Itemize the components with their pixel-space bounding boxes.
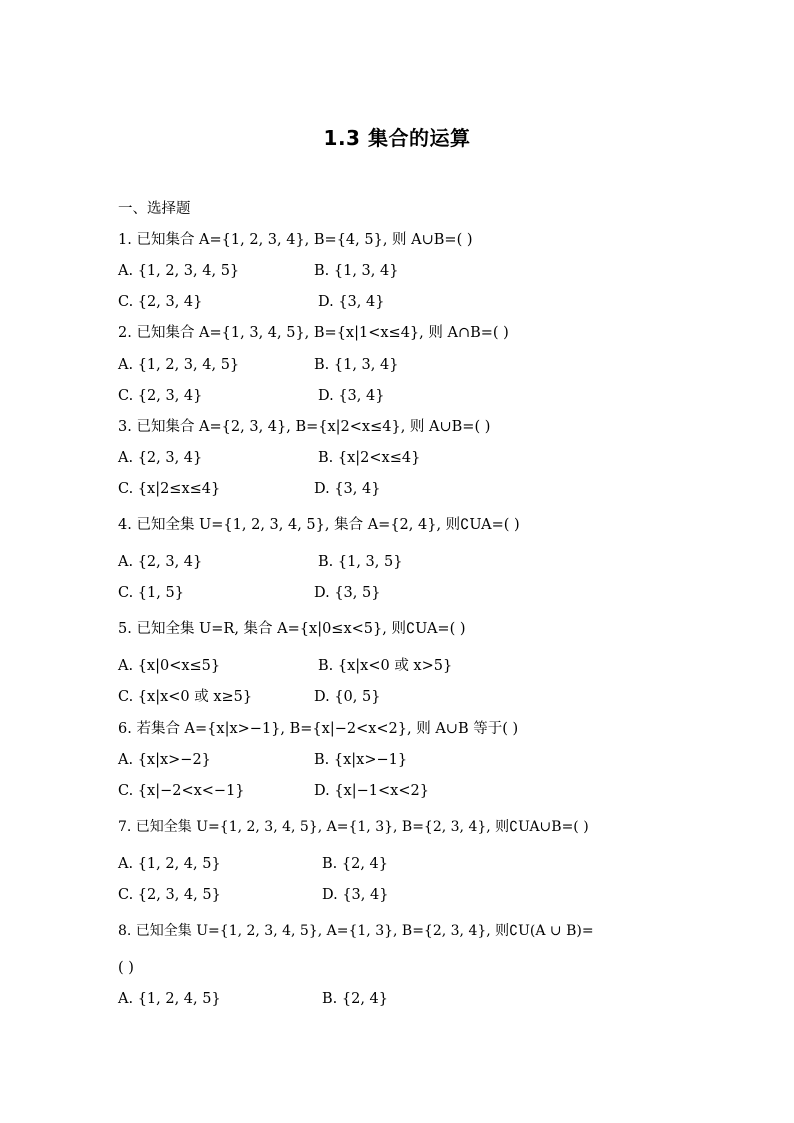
question-4-option-b: B. {1, 3, 5} <box>318 554 403 570</box>
question-2-option-c: C. {2, 3, 4} <box>118 388 203 404</box>
question-2-stem: 2. 已知集合 A={1, 3, 4, 5}, B={x|1<x≤4}, 则 A∩B=( ) <box>118 325 509 341</box>
question-6-option-d: D. {x|−1<x<2} <box>314 783 429 799</box>
question-6-option-b: B. {x|x>−1} <box>314 752 408 768</box>
question-4-option-d: D. {3, 5} <box>314 585 381 601</box>
question-1-option-c: C. {2, 3, 4} <box>118 294 203 310</box>
question-7-option-b: B. {2, 4} <box>322 856 388 872</box>
question-8-stem: 8. 已知全集 U={1, 2, 3, 4, 5}, A={1, 3}, B={2, 3, 4}, 则∁U(A ∪ B)= <box>118 923 594 939</box>
question-6-stem: 6. 若集合 A={x|x>−1}, B={x|−2<x<2}, 则 A∪B 等于( ) <box>118 721 519 737</box>
question-5-option-a: A. {x|0<x≤5} <box>118 658 221 674</box>
question-8-option-b: B. {2, 4} <box>322 991 388 1007</box>
question-6-option-c: C. {x|−2<x<−1} <box>118 783 245 799</box>
section-heading: 一、选择题 <box>118 201 191 217</box>
question-7-option-d: D. {3, 4} <box>322 887 389 903</box>
question-5-option-c: C. {x|x<0 或 x≥5} <box>118 689 253 705</box>
question-5-option-d: D. {0, 5} <box>314 689 381 705</box>
question-1-option-a: A. {1, 2, 3, 4, 5} <box>118 263 240 279</box>
question-2-option-d: D. {3, 4} <box>318 388 385 404</box>
question-8-option-a: A. {1, 2, 4, 5} <box>118 991 221 1007</box>
question-1-option-d: D. {3, 4} <box>318 294 385 310</box>
question-6-option-a: A. {x|x>−2} <box>118 752 211 768</box>
question-1-stem: 1. 已知集合 A={1, 2, 3, 4}, B={4, 5}, 则 A∪B=( ) <box>118 232 473 248</box>
question-3-option-c: C. {x|2≤x≤4} <box>118 481 221 497</box>
question-7-option-a: A. {1, 2, 4, 5} <box>118 856 221 872</box>
question-4-option-a: A. {2, 3, 4} <box>118 554 203 570</box>
question-2-option-a: A. {1, 2, 3, 4, 5} <box>118 357 240 373</box>
question-8-stem-continuation: ( ) <box>118 960 134 976</box>
question-5-stem: 5. 已知全集 U=R, 集合 A={x|0≤x<5}, 则∁UA=( ) <box>118 621 466 637</box>
question-3-stem: 3. 已知集合 A={2, 3, 4}, B={x|2<x≤4}, 则 A∪B=( ) <box>118 419 491 435</box>
question-7-stem: 7. 已知全集 U={1, 2, 3, 4, 5}, A={1, 3}, B={2, 3, 4}, 则∁UA∪B=( ) <box>118 819 589 835</box>
question-5-option-b: B. {x|x<0 或 x>5} <box>318 658 453 674</box>
question-4-stem: 4. 已知全集 U={1, 2, 3, 4, 5}, 集合 A={2, 4}, 则∁UA=( ) <box>118 517 520 533</box>
question-3-option-b: B. {x|2<x≤4} <box>318 450 421 466</box>
question-3-option-a: A. {2, 3, 4} <box>118 450 203 466</box>
question-1-option-b: B. {1, 3, 4} <box>314 263 399 279</box>
question-2-option-b: B. {1, 3, 4} <box>314 357 399 373</box>
page-title: 1.3 集合的运算 <box>323 126 471 150</box>
question-4-option-c: C. {1, 5} <box>118 585 184 601</box>
question-3-option-d: D. {3, 4} <box>314 481 381 497</box>
question-7-option-c: C. {2, 3, 4, 5} <box>118 887 221 903</box>
